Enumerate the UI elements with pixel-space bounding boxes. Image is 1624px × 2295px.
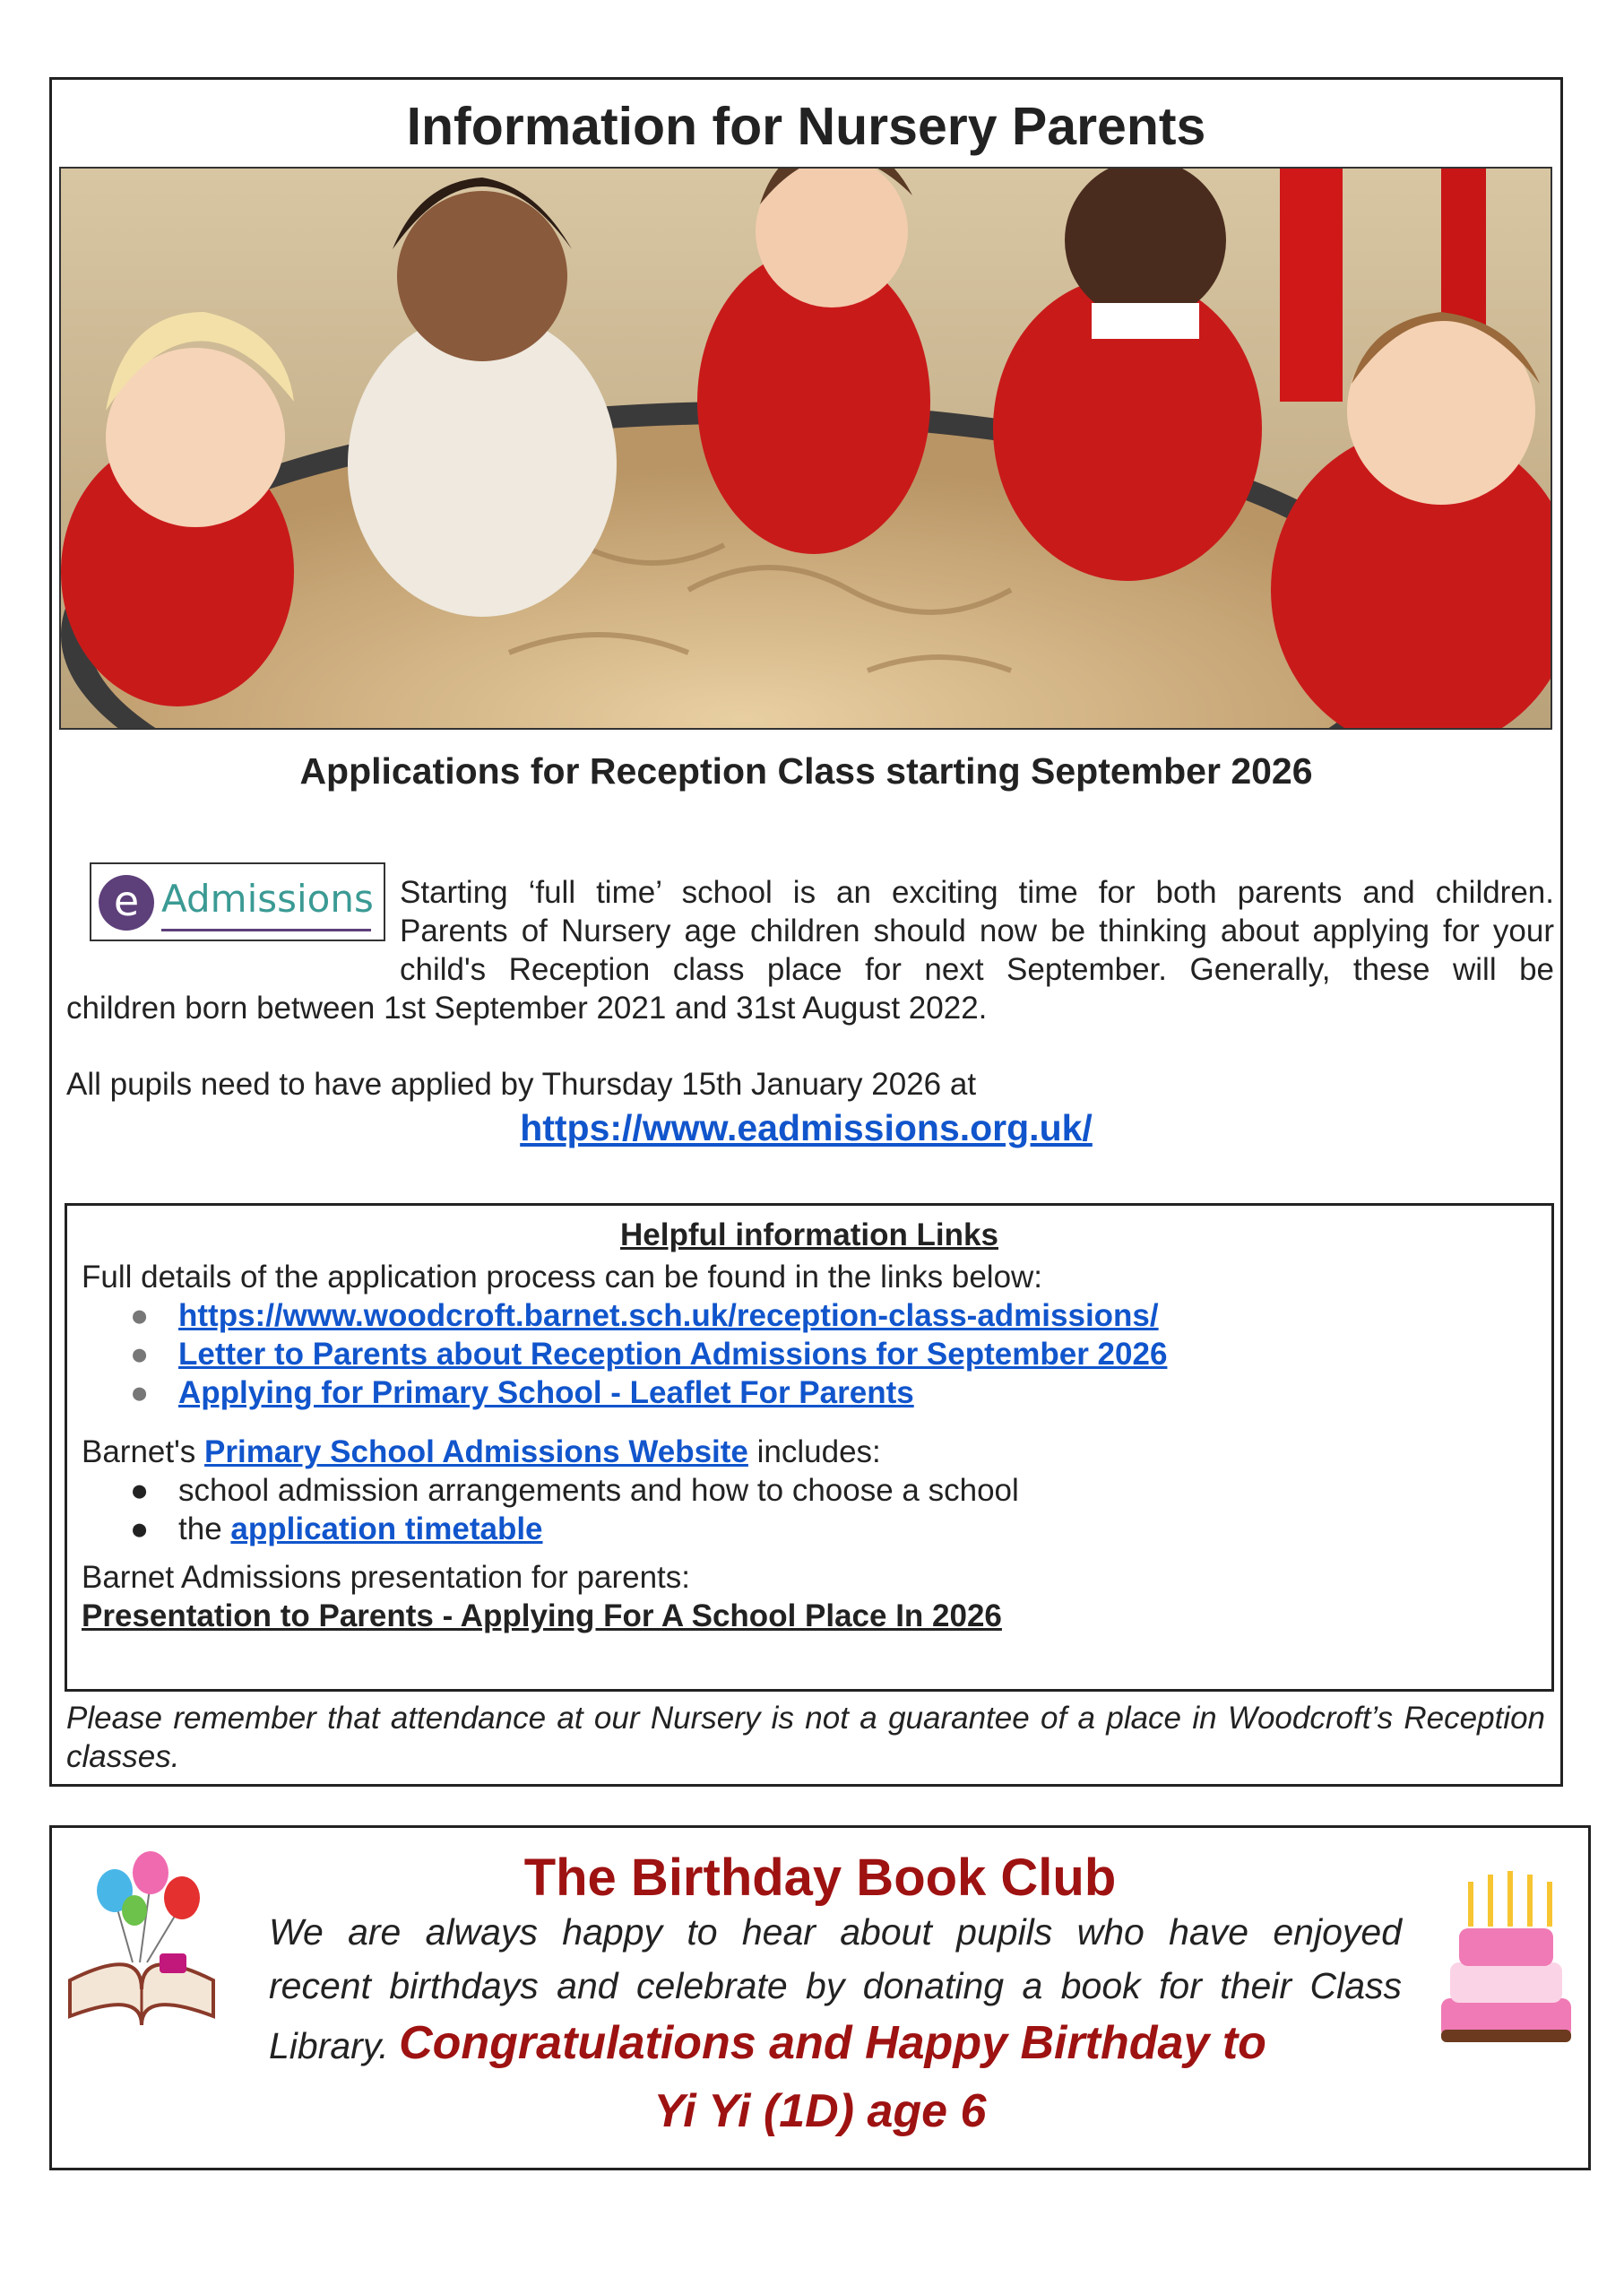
- intro-line: child's Reception class place for next September. Generally, these will be: [400, 952, 1554, 987]
- intro-last-line: children born between 1st September 2021 and 31st August 2022.: [66, 991, 988, 1026]
- arrangements-item: school admission arrangements and how to choose a school: [178, 1473, 1019, 1508]
- children-photo: [59, 167, 1552, 730]
- deadline-text: All pupils need to have applied by Thursday 15th January 2026 at: [66, 1067, 977, 1102]
- intro-paragraph: [400, 873, 1554, 989]
- barnet-admissions-link[interactable]: Primary School Admissions Website: [204, 1434, 748, 1469]
- details-text: Full details of the application process can be found in the links below:: [82, 1260, 1043, 1295]
- bullet-icon: ●: [130, 1298, 150, 1333]
- birthday-book-club-section: [49, 1825, 1591, 2170]
- barnet-prefix: Barnet's: [82, 1434, 196, 1469]
- birthday-line: recent birthdays and celebrate by donating a book for their Class: [269, 1965, 1402, 2006]
- eadmissions-logo[interactable]: [90, 862, 385, 941]
- bullet-icon: ●: [130, 1375, 150, 1410]
- eadmissions-link[interactable]: https://www.eadmissions.org.uk/: [520, 1107, 1093, 1148]
- presentation-label: Barnet Admissions presentation for parents:: [82, 1560, 690, 1595]
- intro-line: Starting ‘full time’ school is an exciting time for both parents and children.: [400, 875, 1554, 910]
- congrats-text: Congratulations and Happy Birthday to: [399, 2017, 1266, 2069]
- bullet-icon: ●: [130, 1511, 150, 1546]
- letter-to-parents-link[interactable]: Letter to Parents about Reception Admissions for September 2026: [178, 1337, 1168, 1372]
- leaflet-link[interactable]: Applying for Primary School - Leaflet For Parents: [178, 1375, 914, 1410]
- intro-line: Parents of Nursery age children should now be thinking about applying for your: [400, 914, 1554, 948]
- birthday-club-text: [269, 1905, 1402, 2013]
- bullet-icon: ●: [130, 1337, 150, 1372]
- woodcroft-admissions-link[interactable]: https://www.woodcroft.barnet.sch.uk/reception-class-admissions/: [178, 1298, 1159, 1333]
- helpful-links-box: [65, 1203, 1554, 1692]
- birthday-line: We are always happy to hear about pupils who have enjoyed: [269, 1911, 1402, 1953]
- eadmissions-logo-text: Admissions: [161, 877, 374, 921]
- photo-illustration: [61, 169, 1551, 728]
- library-text: Library.: [269, 2025, 389, 2066]
- barnet-line: [82, 1433, 881, 1471]
- nursery-info-section: [49, 77, 1563, 1787]
- birthday-pupil-name: Yi Yi (1D) age 6: [653, 2085, 987, 2137]
- barnet-suffix: includes:: [756, 1434, 881, 1469]
- attendance-note: Please remember that attendance at our Nursery is not a guarantee of a place in Woodcroft’s Reception classes.: [66, 1701, 1545, 1774]
- reception-heading: Applications for Reception Class starting September 2026: [299, 750, 1313, 792]
- helpful-links-title: Helpful information Links: [620, 1217, 998, 1252]
- timetable-link[interactable]: application timetable: [230, 1511, 543, 1546]
- timetable-item: [178, 1510, 543, 1548]
- eadmissions-logo-letter: e: [99, 875, 154, 931]
- logo-underline: [161, 929, 371, 931]
- presentation-link[interactable]: Presentation to Parents - Applying For A School Place In 2026: [82, 1598, 1002, 1633]
- birthday-line-3: [269, 2016, 1266, 2073]
- timetable-prefix: the: [178, 1511, 222, 1546]
- page-title: Information for Nursery Parents: [406, 97, 1206, 156]
- birthday-club-title: The Birthday Book Club: [523, 1849, 1117, 1907]
- bullet-icon: ●: [130, 1473, 150, 1508]
